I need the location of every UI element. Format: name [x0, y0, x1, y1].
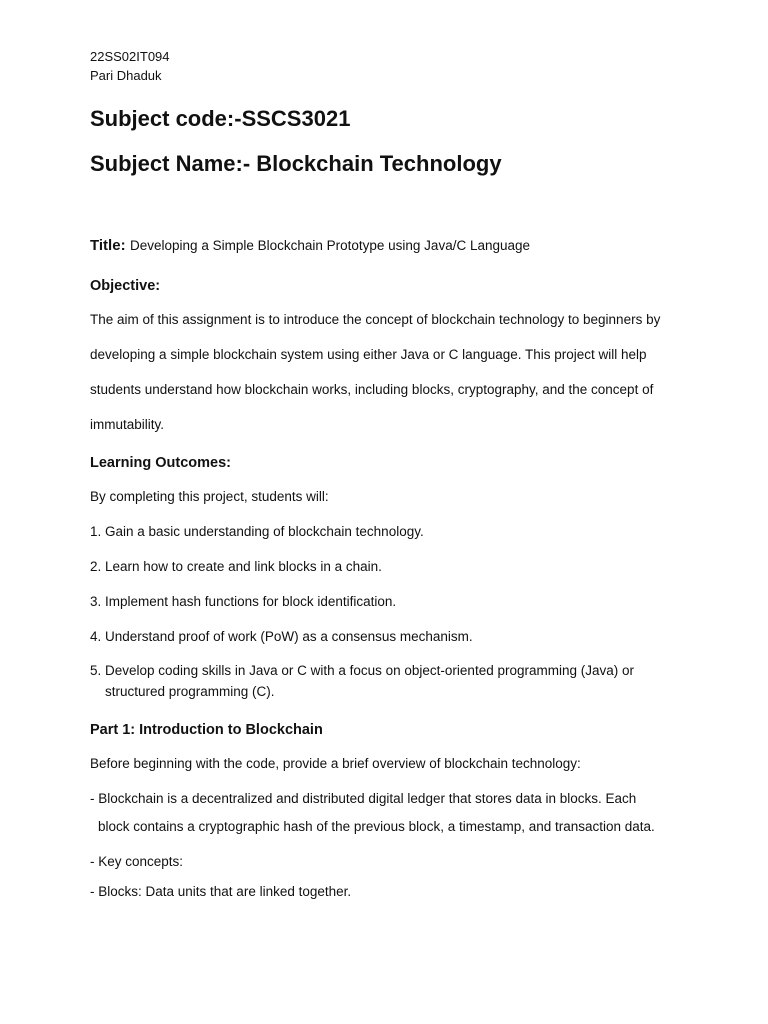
outcome-item: 3. Implement hash functions for block identification.: [90, 594, 397, 609]
subject-name-heading: Subject Name:- Blockchain Technology: [90, 151, 502, 176]
learning-outcomes-heading: Learning Outcomes:: [90, 455, 231, 471]
objective-line: The aim of this assignment is to introduce the concept of blockchain technology to beginners by: [90, 312, 661, 327]
objective-heading: Objective:: [90, 278, 161, 294]
outcome-item: 4. Understand proof of work (PoW) as a consensus mechanism.: [90, 629, 473, 644]
objective-line: developing a simple blockchain system using either Java or C language. This project will help: [90, 347, 647, 362]
outcome-item: 1. Gain a basic understanding of blockchain technology.: [90, 524, 424, 539]
part1-bullet: - Blocks: Data units that are linked together.: [90, 884, 352, 899]
student-name: Pari Dhaduk: [90, 68, 162, 83]
title-line: [90, 237, 530, 255]
learning-outcomes-intro: By completing this project, students will:: [90, 489, 329, 504]
outcome-item-continuation: structured programming (C).: [105, 684, 275, 699]
part1-bullet: - Blockchain is a decentralized and distributed digital ledger that stores data in blocks. Each: [90, 791, 637, 806]
part1-bullet: - Key concepts:: [90, 854, 184, 869]
subject-code-heading: Subject code:-SSCS3021: [90, 106, 351, 131]
part1-intro: Before beginning with the code, provide a brief overview of blockchain technology:: [90, 756, 581, 771]
part1-heading: Part 1: Introduction to Blockchain: [90, 722, 323, 738]
objective-line: students understand how blockchain works, including blocks, cryptography, and the concept of: [90, 382, 654, 397]
title-text: Developing a Simple Blockchain Prototype using Java/C Language: [130, 238, 531, 253]
title-label: Title:: [90, 237, 126, 254]
objective-line: immutability.: [90, 417, 165, 432]
outcome-item: 5. Develop coding skills in Java or C with a focus on object-oriented programming (Java) or: [90, 663, 635, 678]
outcome-item: 2. Learn how to create and link blocks in a chain.: [90, 559, 382, 574]
student-id: 22SS02IT094: [90, 49, 170, 64]
part1-bullet-continuation: block contains a cryptographic hash of the previous block, a timestamp, and transaction data.: [98, 819, 655, 834]
